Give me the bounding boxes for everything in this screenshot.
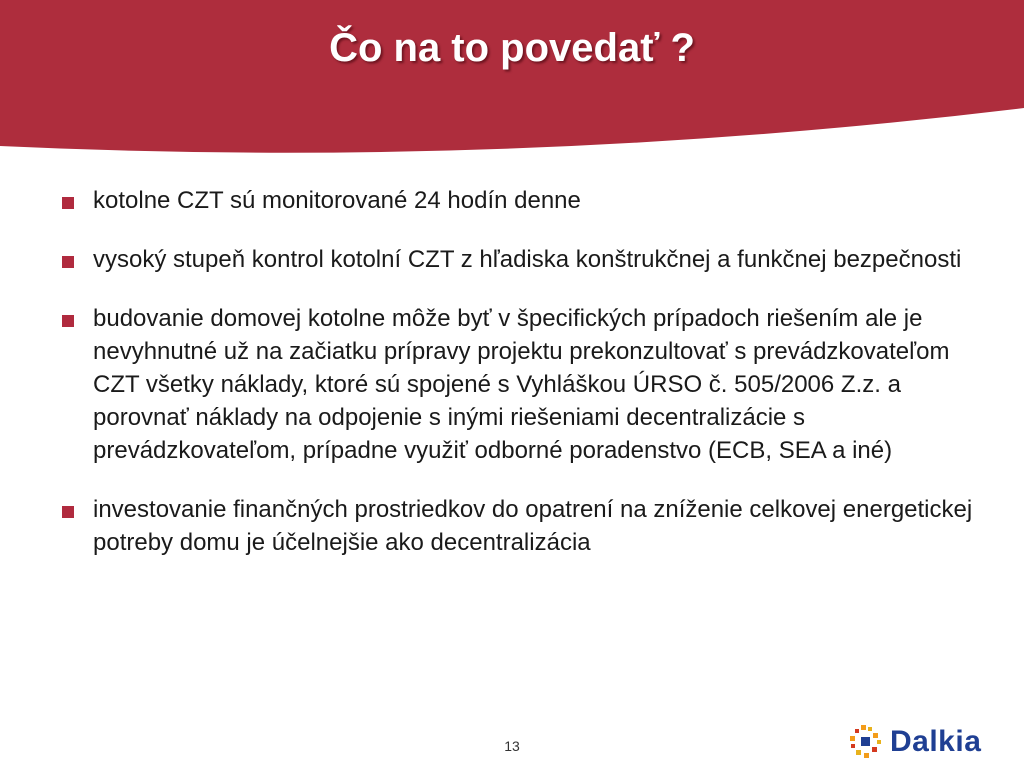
- dalkia-logo: [848, 722, 998, 762]
- dalkia-mark-icon: [848, 724, 884, 760]
- page-number: 13: [504, 738, 520, 754]
- bullet-text: vysoký stupeň kontrol kotolní CZT z hľadiska konštrukčnej a funkčnej bezpečnosti: [93, 246, 962, 273]
- bullet-item: [60, 243, 980, 276]
- bullet-item: [60, 493, 980, 559]
- header-band-shape: [0, 0, 1024, 153]
- square-bullet-icon: [62, 197, 74, 209]
- bullet-item: [60, 184, 980, 217]
- square-bullet-icon: [62, 315, 74, 327]
- bullet-item: [60, 302, 980, 467]
- slide-title: Čo na to povedať ?: [329, 26, 695, 70]
- bullet-text: budovanie domovej kotolne môže byť v špecifických prípadoch riešením ale je nevyhnutné už na začiatku prípravy projektu prekonzultovať s prevádzkovateľom CZT všetky náklady, ktoré sú spojené s Vyhláškou ÚRSO č. 505/2006 Z.z. a porovnať náklady na odpojenie s inými riešeniami decentralizácie s prevádzkovateľom, prípadne využiť odborné poradenstvo (ECB, SEA a iné): [93, 305, 950, 464]
- bullet-text: investovanie finančných prostriedkov do opatrení na zníženie celkovej energetickej potreby domu je účelnejšie ako decentralizácia: [93, 496, 973, 556]
- square-bullet-icon: [62, 506, 74, 518]
- logo-wordmark: Dalkia: [890, 725, 982, 758]
- square-bullet-icon: [62, 256, 74, 268]
- bullet-list: [60, 184, 980, 559]
- bullet-text: kotolne CZT sú monitorované 24 hodín denne: [93, 187, 581, 214]
